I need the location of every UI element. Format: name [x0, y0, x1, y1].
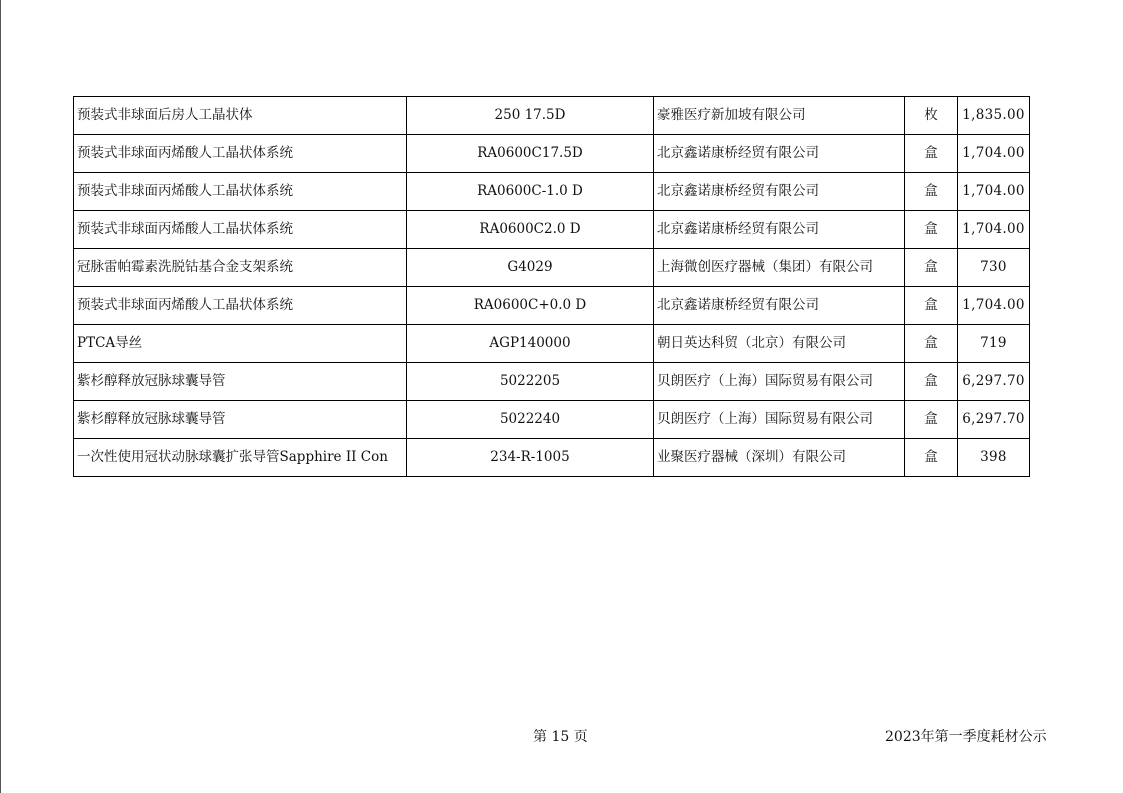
vendor-cell: 业聚医疗器械（深圳）有限公司 [654, 439, 905, 477]
vendor-cell: 朝日英达科贸（北京）有限公司 [654, 325, 905, 363]
model-spec-cell: G4029 [407, 249, 654, 287]
model-spec-cell: 234-R-1005 [407, 439, 654, 477]
table-row [74, 363, 1030, 401]
price-cell: 1,704.00 [958, 173, 1030, 211]
product-name-cell: 预装式非球面丙烯酸人工晶状体系统 [74, 211, 407, 249]
model-spec-cell: 5022240 [407, 401, 654, 439]
model-spec-cell: AGP140000 [407, 325, 654, 363]
product-name-cell: 预装式非球面丙烯酸人工晶状体系统 [74, 173, 407, 211]
product-name-cell: 预装式非球面丙烯酸人工晶状体系统 [74, 135, 407, 173]
product-name-cell: 冠脉雷帕霉素洗脱钴基合金支架系统 [74, 249, 407, 287]
price-cell: 719 [958, 325, 1030, 363]
price-cell: 1,704.00 [958, 135, 1030, 173]
unit-cell: 枚 [905, 97, 958, 135]
product-name-cell: 紫杉醇释放冠脉球囊导管 [74, 363, 407, 401]
page-left-border [0, 0, 1, 793]
price-cell: 398 [958, 439, 1030, 477]
page-number: 第 15 页 [533, 729, 588, 745]
product-name-cell: 预装式非球面后房人工晶状体 [74, 97, 407, 135]
model-spec-cell: RA0600C+0.0 D [407, 287, 654, 325]
unit-cell: 盒 [905, 401, 958, 439]
unit-cell: 盒 [905, 211, 958, 249]
price-cell: 1,835.00 [958, 97, 1030, 135]
table-body [74, 97, 1030, 477]
unit-cell: 盒 [905, 249, 958, 287]
vendor-cell: 北京鑫诺康桥经贸有限公司 [654, 287, 905, 325]
table-row [74, 325, 1030, 363]
table-row [74, 135, 1030, 173]
model-spec-cell: 5022205 [407, 363, 654, 401]
table-row [74, 287, 1030, 325]
product-name-cell: 一次性使用冠状动脉球囊扩张导管Sapphire II Con [74, 439, 407, 477]
table-row [74, 439, 1030, 477]
unit-cell: 盒 [905, 135, 958, 173]
unit-cell: 盒 [905, 439, 958, 477]
consumables-table [73, 96, 1030, 477]
product-name-cell: 预装式非球面丙烯酸人工晶状体系统 [74, 287, 407, 325]
model-spec-cell: RA0600C2.0 D [407, 211, 654, 249]
price-cell: 1,704.00 [958, 287, 1030, 325]
footer-title: 2023年第一季度耗材公示 [885, 729, 1047, 745]
price-cell: 730 [958, 249, 1030, 287]
price-cell: 6,297.70 [958, 401, 1030, 439]
model-spec-cell: RA0600C-1.0 D [407, 173, 654, 211]
table-row [74, 401, 1030, 439]
vendor-cell: 贝朗医疗（上海）国际贸易有限公司 [654, 363, 905, 401]
table-row [74, 97, 1030, 135]
vendor-cell: 北京鑫诺康桥经贸有限公司 [654, 135, 905, 173]
vendor-cell: 北京鑫诺康桥经贸有限公司 [654, 173, 905, 211]
price-cell: 6,297.70 [958, 363, 1030, 401]
table-row [74, 211, 1030, 249]
model-spec-cell: 250 17.5D [407, 97, 654, 135]
vendor-cell: 豪雅医疗新加坡有限公司 [654, 97, 905, 135]
vendor-cell: 上海微创医疗器械（集团）有限公司 [654, 249, 905, 287]
unit-cell: 盒 [905, 363, 958, 401]
vendor-cell: 北京鑫诺康桥经贸有限公司 [654, 211, 905, 249]
table-row [74, 173, 1030, 211]
price-cell: 1,704.00 [958, 211, 1030, 249]
product-name-cell: 紫杉醇释放冠脉球囊导管 [74, 401, 407, 439]
table-row [74, 249, 1030, 287]
unit-cell: 盒 [905, 325, 958, 363]
product-name-cell: PTCA导丝 [74, 325, 407, 363]
unit-cell: 盒 [905, 287, 958, 325]
unit-cell: 盒 [905, 173, 958, 211]
vendor-cell: 贝朗医疗（上海）国际贸易有限公司 [654, 401, 905, 439]
model-spec-cell: RA0600C17.5D [407, 135, 654, 173]
